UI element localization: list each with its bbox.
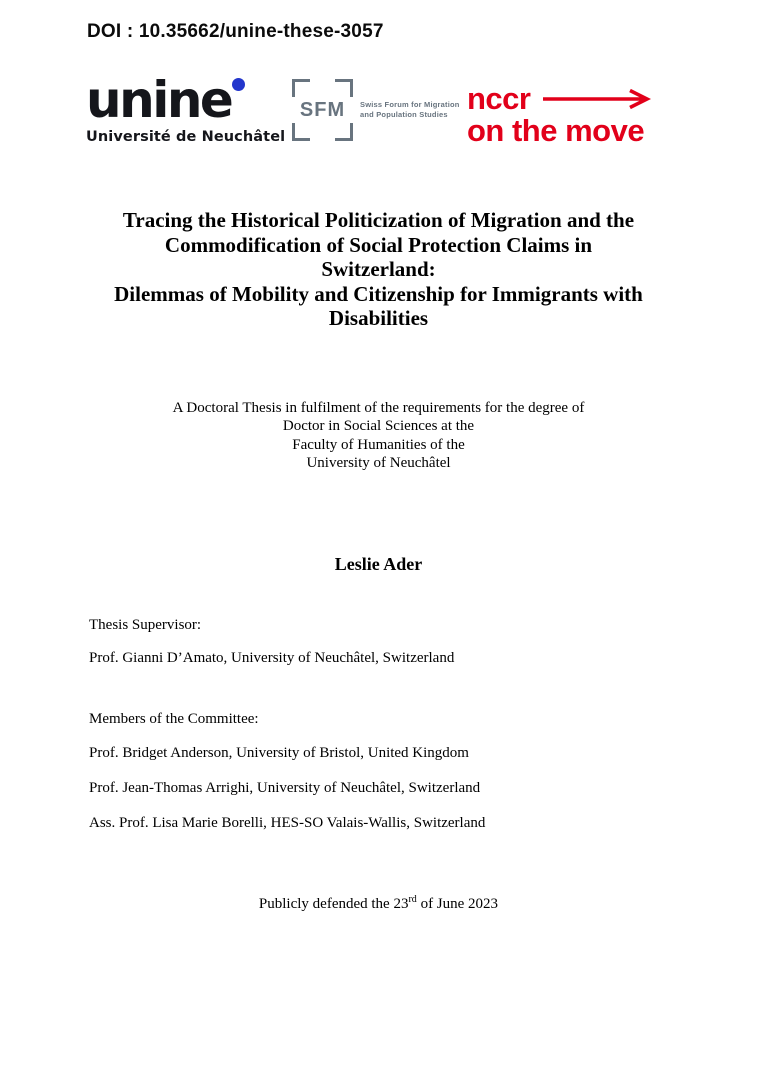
committee-member: Prof. Bridget Anderson, University of Bristol, United Kingdom [89,745,469,761]
title-line: Disabilities [328,306,429,330]
sfm-frame-icon [292,79,353,141]
unine-tagline: Université de Neuchâtel [86,129,286,145]
unine-dot-icon [232,78,245,91]
defense-suffix: of June 2023 [416,896,499,912]
sfm-frame-corner [335,123,353,141]
sfm-frame-corner [292,79,310,97]
thesis-title [0,208,757,331]
sfm-name-line2: and Population Studies [360,110,448,119]
right-arrow-icon [543,88,651,110]
title-line: Commodification of Social Protection Claims in [164,232,593,257]
unine-wordmark: unine [86,71,232,129]
nccr-wordmark: nccr [467,81,531,116]
degree-line: Doctor in Social Sciences at the [282,418,475,435]
nccr-tagline: on the move [467,113,645,148]
committee-label: Members of the Committee: [89,711,259,727]
doi-label: DOI : 10.35662/unine-these-3057 [87,21,384,42]
nccr-logo [467,81,651,148]
title-line: Switzerland: [321,257,436,281]
supervisor-label: Thesis Supervisor: [89,617,202,633]
degree-line: University of Neuchâtel [306,454,451,471]
degree-line: A Doctoral Thesis in fulfilment of the requirements for the degree of [172,400,585,416]
committee-member: Ass. Prof. Lisa Marie Borelli, HES-SO Valais-Wallis, Switzerland [89,815,486,831]
sfm-frame-corner [292,123,310,141]
title-line: Tracing the Historical Politicization of Migration and the [122,208,635,232]
committee-member: Prof. Jean-Thomas Arrighi, University of Neuchâtel, Switzerland [89,780,481,796]
defense-ordinal: rd [408,894,417,905]
defense-date [0,896,757,913]
sfm-logo [292,79,460,141]
sfm-frame-corner [335,79,353,97]
supervisor-name: Prof. Gianni D’Amato, University of Neuchâtel, Switzerland [89,650,455,666]
sfm-acronym: SFM [299,98,346,121]
author-name: Leslie Ader [334,554,423,574]
unine-logo [86,71,286,145]
degree-line: Faculty of Humanities of the [292,436,465,453]
title-line: Dilemmas of Mobility and Citizenship for Immigrants with [114,281,643,306]
degree-statement [0,399,757,472]
sfm-name [360,100,460,121]
defense-prefix: Publicly defended the 23 [258,896,409,912]
sfm-name-line1: Swiss Forum for Migration [360,99,460,109]
